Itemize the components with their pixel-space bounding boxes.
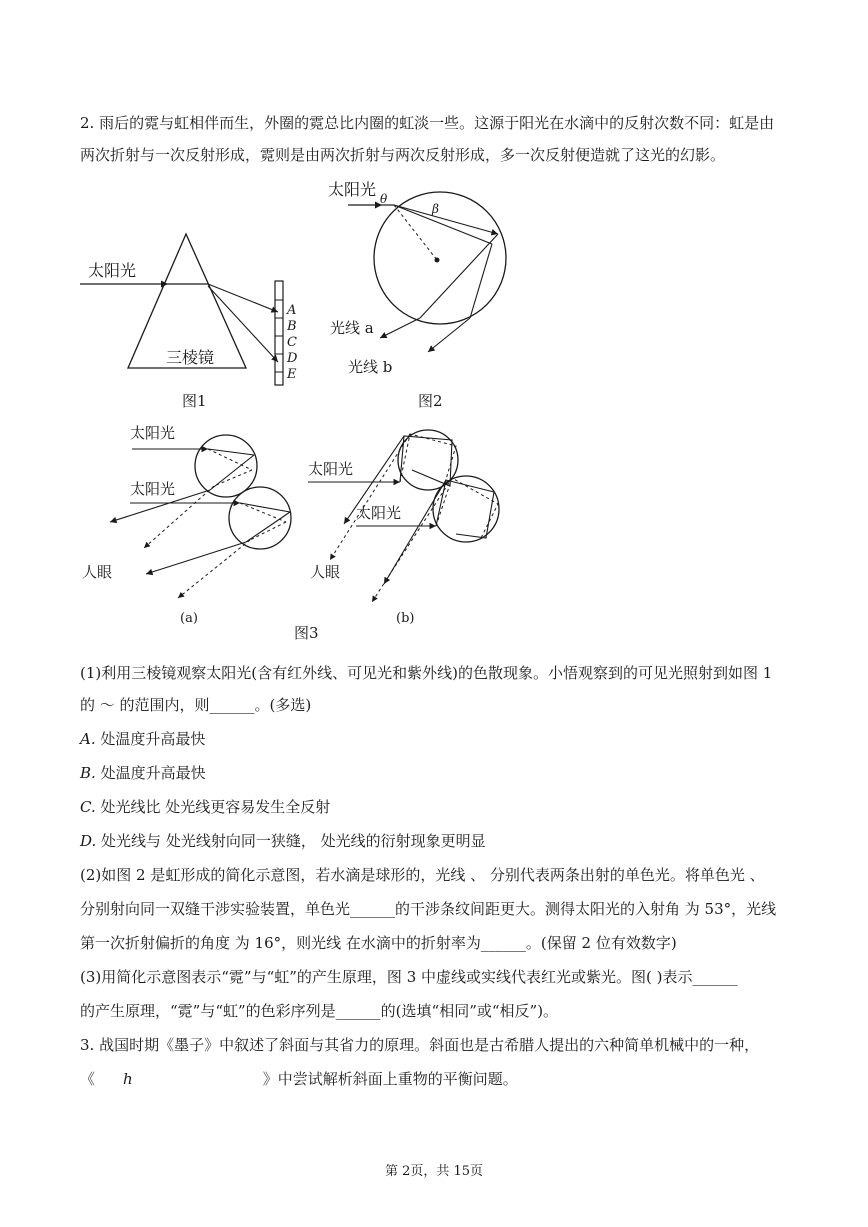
option-d-letter: D. [80,832,97,850]
fig2-reflected-b [470,244,492,318]
fig1-prism-label: 三棱镜 [166,348,215,367]
figure-3b [308,430,499,626]
fig1-screen [275,281,283,385]
fig1-label-a: A [287,303,297,318]
fig3b-caption: (b) [396,611,415,626]
option-b [80,762,790,784]
q2-intro-line1: 2. 雨后的霓与虹相伴而生，外圈的霓总比内圈的虹淡一些。这源于阳光在水滴中的反射次数不同：虹是由 [80,114,775,132]
option-a-text: 处温度升高最快 [100,730,206,748]
option-c [80,796,790,818]
option-b-text: 处温度升高最快 [100,764,206,782]
figure-2 [328,180,506,410]
q3-line1: 3. 战国时期《墨子》中叙述了斜面与其省力的原理。斜面也是古希腊人提出的六种简单机械中的一种， [80,1036,760,1054]
figure-3a [82,424,291,626]
fig2-theta: θ [380,192,388,206]
page-footer: 第 2页，共 15页 [384,1164,484,1179]
fig3a-caption: (a) [180,611,198,626]
fig1-ray-lower [208,286,278,362]
fig3b-sunlight-upper: 太阳光 [308,460,354,478]
fig3a-eye-label: 人眼 [82,563,113,581]
figure-1 [80,234,298,410]
fig3b-eye-label: 人眼 [310,563,341,581]
part2-line3: 第一次折射偏折的角度 为 16°，则光线 在水滴中的折射率为______。(保留 2 位有效数字) [80,934,677,952]
part2-line1: (2)如图 2 是虹形成的简化示意图，若水滴是球形的，光线 、 分别代表两条出射的单色光。将单色光 、 [80,866,765,884]
option-d [80,830,790,852]
fig3a-sunlight-lower: 太阳光 [130,480,176,498]
part1-stem-line2: 的 ～ 的范围内，则______。(多选) [80,696,312,714]
fig2-beta: β [432,202,439,216]
part3-line1: (3)用简化示意图表示“霓”与“虹”的产生原理，图 3 中虚线或实线代表红光或紫光。图( )表示______ [80,968,738,986]
fig1-label-c: C [287,335,297,350]
fig2-sunlight-label: 太阳光 [328,180,377,199]
q2-intro-line2: 两次折射与一次反射形成，霓则是由两次折射与两次反射形成，多一次反射便造就了这光的幻影。 [80,146,726,164]
fig1-label-e: E [287,367,297,382]
fig2-ray-a-label: 光线 a [330,319,374,337]
option-b-letter: B. [80,764,96,782]
fig2-exit-ray-a [380,318,420,338]
q3-line2 [80,1068,790,1090]
fig2-caption: 图2 [418,392,443,410]
fig3b-sunlight-lower: 太阳光 [356,504,402,522]
fig3a-sunlight-upper: 太阳光 [130,424,176,442]
q3-line2-rest: 》中尝试解析斜面上重物的平衡问题。 [262,1070,518,1088]
fig2-refracted-a [394,205,498,234]
part3-line2: 的产生原理，“霓”与“虹”的色彩序列是______的(选填“相同”或“相反”)。 [80,1002,559,1020]
option-a-letter: A. [80,730,96,748]
fig1-sunlight-label: 太阳光 [88,261,137,280]
option-d-text: 处光线与 处光线射向同一狭缝， 处光线的衍射现象更明显 [101,832,486,850]
part2-line2: 分别射向同一双缝干涉实验装置，单色光______的干涉条纹间距更大。测得太阳光的入射角 为 53°，光线 [80,900,777,918]
option-c-text: 处光线比 处光线更容易发生全反射 [100,798,331,816]
fig1-label-d: D [287,351,298,366]
option-c-letter: C. [80,798,96,816]
fig2-drop-circle [374,192,506,324]
q3-line2-open-bracket: 《 [80,1070,96,1088]
q3-line2-h: h [123,1070,133,1088]
fig1-caption: 图1 [182,392,207,410]
fig3a-drop-upper [195,435,257,497]
part1-stem-line1: (1)利用三棱镜观察太阳光(含有红外线、可见光和紫外线)的色散现象。小悟观察到的可见光照射到如图 1 [80,664,773,682]
fig1-label-b: B [287,319,297,334]
option-a [80,728,790,750]
fig3-caption: 图3 [294,624,319,642]
fig2-ray-b-label: 光线 b [348,358,393,376]
